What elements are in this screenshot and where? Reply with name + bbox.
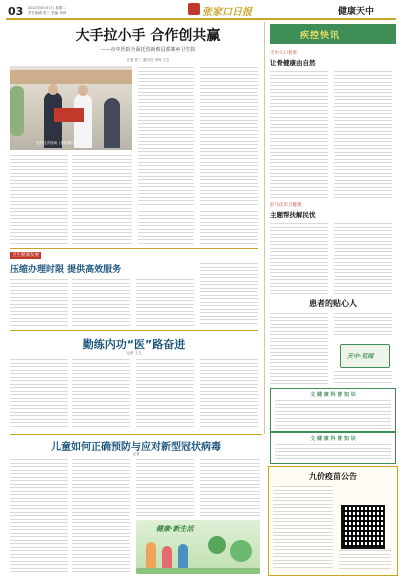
mid-story-byline: 记者 王五 — [126, 351, 142, 355]
page-number: 03 — [8, 5, 24, 18]
paper-name: 张家口日报 — [202, 7, 252, 18]
ad-tree-2 — [230, 540, 252, 562]
sidebar-top-col1 — [270, 70, 328, 198]
vaccine-box — [268, 466, 398, 576]
vaccine-box-title: 九价疫苗公告 — [309, 472, 357, 481]
sidebar-mid-col1 — [270, 222, 328, 294]
health-ad — [136, 520, 260, 574]
lead-body-col2 — [72, 154, 132, 244]
notice-1-title: 文 健 康 科 普 知 识 — [310, 392, 356, 398]
ad-figure-2 — [162, 546, 172, 568]
photo-plaque — [54, 108, 84, 122]
sidebar-top-title: 让骨健康由自然 — [270, 59, 316, 67]
sidebar-kicker: 天中人口普查 — [270, 51, 297, 56]
photo-banner — [10, 70, 132, 84]
patient-col2 — [334, 312, 392, 338]
editor-line: 责任编辑 张三 美编 李四 — [28, 11, 67, 15]
bottom-col2 — [72, 458, 130, 574]
left-story-col1 — [10, 278, 68, 326]
lead-byline: 记者 张三 通讯员 李四 王五 — [126, 58, 170, 62]
photo-flowers — [10, 86, 24, 136]
lead-body-col3b — [138, 210, 194, 244]
bottom-rule — [10, 434, 262, 435]
notice-2-title: 文 健 康 科 普 知 识 — [310, 436, 356, 442]
mid-story-col3 — [136, 358, 194, 428]
masthead-rule — [6, 18, 396, 20]
photo-person-left-head — [48, 84, 58, 95]
sidebar-top-col2 — [334, 70, 392, 198]
left-story-title: 压缩办理时限 提供高效服务 — [10, 265, 122, 275]
left-story-col2 — [72, 278, 130, 326]
sidebar-divider — [264, 22, 265, 434]
notice-box-2 — [270, 432, 396, 464]
ad-ground — [136, 568, 260, 574]
patient-col1 — [270, 312, 328, 384]
lead-body-col3 — [138, 66, 194, 206]
photo-person-far — [104, 98, 120, 148]
mid-story-col1 — [10, 358, 68, 428]
left-story-banner: 卫生健康发展 — [12, 253, 39, 258]
photo-person-right-head — [78, 85, 88, 96]
mid-story-col4 — [200, 358, 258, 428]
bottom-title: 儿童如何正确预防与应对新型冠状病毒 — [51, 442, 221, 453]
bottom-col4 — [200, 458, 260, 518]
left-story-col3 — [136, 278, 194, 326]
vaccine-box-body-2 — [339, 549, 391, 569]
mid-story-col2 — [72, 358, 130, 428]
patient-badge-text: 天中·见闻 — [347, 353, 374, 360]
patient-col2b — [334, 370, 392, 384]
sidebar-mid-col2 — [334, 222, 392, 294]
bottom-col1 — [10, 458, 68, 574]
patient-badge — [340, 344, 390, 368]
notice-2-body — [275, 443, 391, 461]
lead-photo — [10, 66, 132, 150]
patient-title: 患者的贴心人 — [309, 299, 357, 308]
lead-subtitle: ——市中医院全面托管新蔡县郭寨乡卫生院 — [100, 47, 196, 53]
lead-body-photo-col — [10, 154, 68, 244]
health-ad-title: 健康·新生活 — [156, 525, 194, 533]
sidebar-mid-kicker: 驻马店市卫健委 — [270, 203, 302, 208]
paper-logo — [188, 3, 200, 15]
ad-tree-1 — [208, 536, 226, 554]
notice-1-body — [275, 399, 391, 429]
bottom-col3 — [136, 458, 194, 518]
lead-body-col4b — [200, 210, 258, 244]
photo-caption: 签约仪式现场（资料图片） — [36, 141, 78, 145]
mid-story-title: 勤练内功“医”路奋进 — [82, 338, 186, 351]
lead-body-col4 — [200, 66, 258, 206]
notice-box-1 — [270, 388, 396, 432]
section-title: 健康天中 — [338, 7, 375, 17]
mid-story-rule — [10, 330, 258, 331]
lead-title: 大手拉小手 合作创共赢 — [75, 28, 221, 44]
ad-figure-3 — [178, 544, 188, 568]
left-story-col4 — [200, 262, 258, 326]
left-story-rule — [10, 248, 258, 249]
vaccine-box-body — [273, 485, 333, 569]
ad-figure-1 — [146, 542, 156, 568]
sidebar-banner-text: 疾控快讯 — [300, 31, 341, 41]
sidebar-mid-title: 主题帮扶解民忧 — [270, 211, 316, 219]
qr-code — [341, 505, 385, 549]
date-line: 2021年8月31日 星期二 — [28, 6, 66, 10]
sidebar-banner — [270, 24, 396, 44]
bottom-byline: 记者 — [132, 452, 140, 456]
